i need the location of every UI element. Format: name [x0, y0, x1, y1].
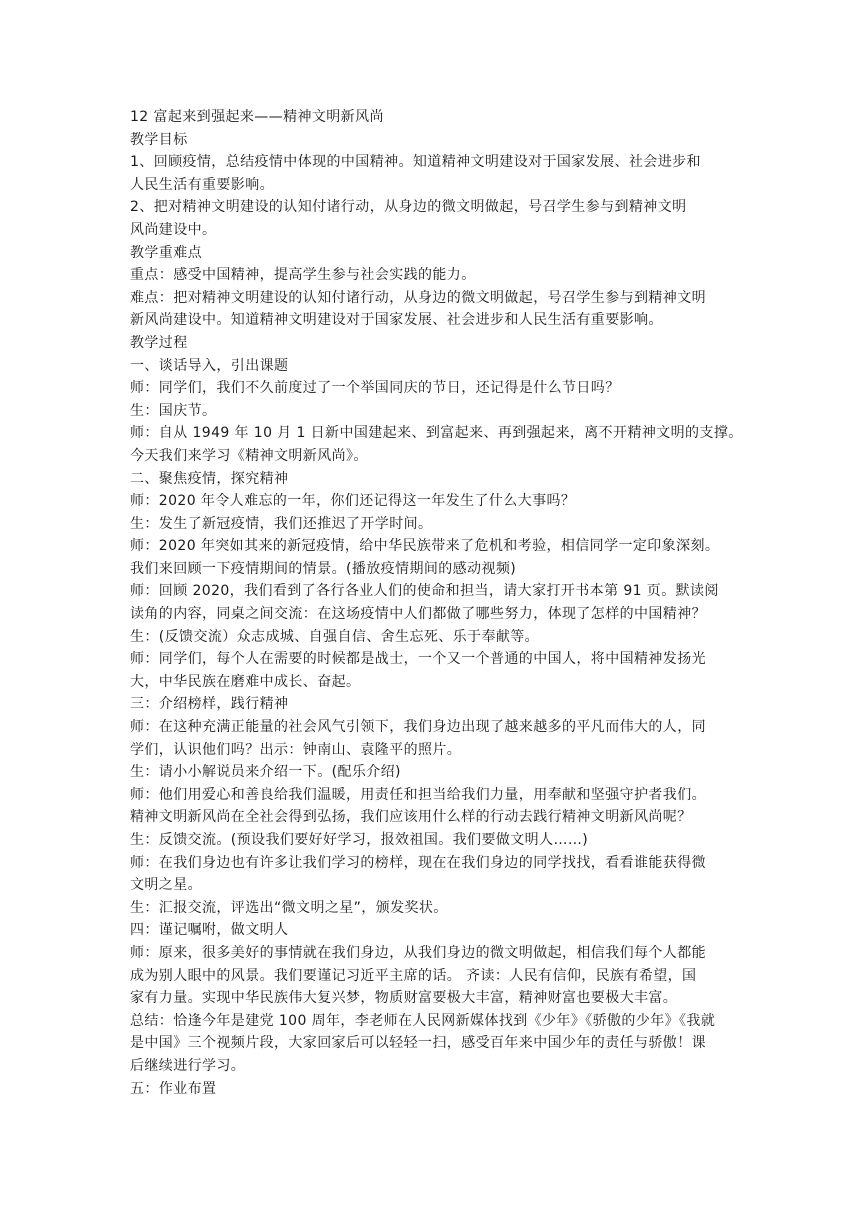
text-line: 师：回顾 2020，我们看到了各行各业人们的使命和担当，请大家打开书本第 91 页。默读阅: [130, 583, 719, 600]
text-line: 风尚建设中。: [130, 221, 217, 238]
text-line: 重点：感受中国精神，提高学生参与社会实践的能力。: [130, 267, 476, 284]
text-line: 读角的内容，同桌之间交流：在这场疫情中人们都做了哪些努力，体现了怎样的中国精神？: [130, 606, 706, 623]
text-line: 师：原来，很多美好的事情就在我们身边，从我们身边的微文明做起，相信我们每个人都能: [130, 944, 706, 961]
text-line: 师：自从 1949 年 10 月 1 日新中国建起来、到富起来、再到强起来，离不开精神文明的支撑。: [130, 425, 743, 442]
text-line: 难点：把对精神文明建设的认知付诸行动，从身边的微文明做起，号召学生参与到精神文明: [130, 289, 706, 306]
section-heading-process: 教学过程: [130, 334, 188, 351]
text-line: 师：2020 年令人难忘的一年，你们还记得这一年发生了什么大事吗？: [130, 493, 576, 510]
text-line: 师：他们用爱心和善良给我们温暖，用责任和担当给我们力量，用奉献和坚强守护者我们。: [130, 786, 706, 803]
section-heading-objectives: 教学目标: [130, 131, 188, 148]
text-line: 生：国庆节。: [130, 402, 217, 419]
subsection-heading: 一、谈话导入，引出课题: [130, 357, 289, 374]
section-heading-key-points: 教学重难点: [130, 244, 202, 261]
text-line: 我们来回顾一下疫情期间的情景。(播放疫情期间的感动视频): [130, 560, 517, 577]
subsection-heading: 五：作业布置: [130, 1080, 217, 1097]
text-line: 生：(反馈交流）众志成城、自强自信、舍生忘死、乐于奉献等。: [130, 628, 540, 645]
text-line: 后继续进行学习。: [130, 1057, 246, 1074]
text-line: 学们，认识他们吗？出示：钟南山、袁隆平的照片。: [130, 741, 462, 758]
text-line: 师：在这种充满正能量的社会风气引领下，我们身边出现了越来越多的平凡而伟大的人，同: [130, 719, 706, 736]
text-line: 大，中华民族在磨难中成长、奋起。: [130, 673, 361, 690]
text-line: 成为别人眼中的风景。我们要谨记习近平主席的话。 齐读：人民有信仰，民族有希望，国: [130, 967, 697, 984]
text-line: 人民生活有重要影响。: [130, 176, 274, 193]
subsection-heading: 三：介绍榜样，践行精神: [130, 696, 289, 713]
text-line: 新风尚建设中。知道精神文明建设对于国家发展、社会进步和人民生活有重要影响。: [130, 312, 663, 329]
text-line: 生：请小小解说员来介绍一下。(配乐介绍): [130, 764, 401, 781]
text-line: 生：发生了新冠疫情，我们还推迟了开学时间。: [130, 515, 433, 532]
text-line: 生：反馈交流。(预设我们要好好学习，报效祖国。我们要做文明人……): [130, 832, 589, 848]
text-line: 师：在我们身边也有许多让我们学习的榜样，现在在我们身边的同学找找，看看谁能获得微: [130, 854, 706, 871]
text-line: 今天我们来学习《精神文明新风尚》。: [130, 447, 368, 464]
lesson-title: 12 富起来到强起来——精神文明新风尚: [130, 109, 384, 125]
text-line: 家有力量。实现中华民族伟大复兴梦，物质财富要极大丰富，精神财富也要极大丰富。: [130, 990, 678, 1007]
text-line: 是中国》三个视频片段，大家回家后可以轻轻一扫，感受百年来中国少年的责任与骄傲！课: [130, 1035, 706, 1052]
text-line: 精神文明新风尚在全社会得到弘扬，我们应该用什么样的行动去践行精神文明新风尚呢？: [130, 809, 692, 826]
subsection-heading: 四：谨记嘱咐，做文明人: [130, 922, 289, 939]
text-line: 1、回顾疫情，总结疫情中体现的中国精神。知道精神文明建设对于国家发展、社会进步和: [130, 154, 701, 171]
text-line: 2、把对精神文明建设的认知付诸行动，从身边的微文明做起，号召学生参与到精神文明: [130, 199, 687, 216]
document-page: [130, 106, 743, 1100]
text-line: 生：汇报交流，评选出“微文明之星”，颁发奖状。: [130, 899, 448, 916]
text-line: 师：同学们，我们不久前度过了一个举国同庆的节日，还记得是什么节日吗？: [130, 380, 620, 397]
text-line: 师：同学们，每个人在需要的时候都是战士，一个又一个普通的中国人，将中国精神发扬光: [130, 651, 706, 668]
text-line: 文明之星。: [130, 877, 202, 894]
subsection-heading: 二、聚焦疫情，探究精神: [130, 470, 289, 487]
text-line: 师：2020 年突如其来的新冠疫情，给中华民族带来了危机和考验，相信同学一定印象深刻。: [130, 538, 720, 555]
text-line: 总结：恰逢今年是建党 100 周年，李老师在人民网新媒体找到《少年》《骄傲的少年》《我就: [130, 1012, 716, 1029]
